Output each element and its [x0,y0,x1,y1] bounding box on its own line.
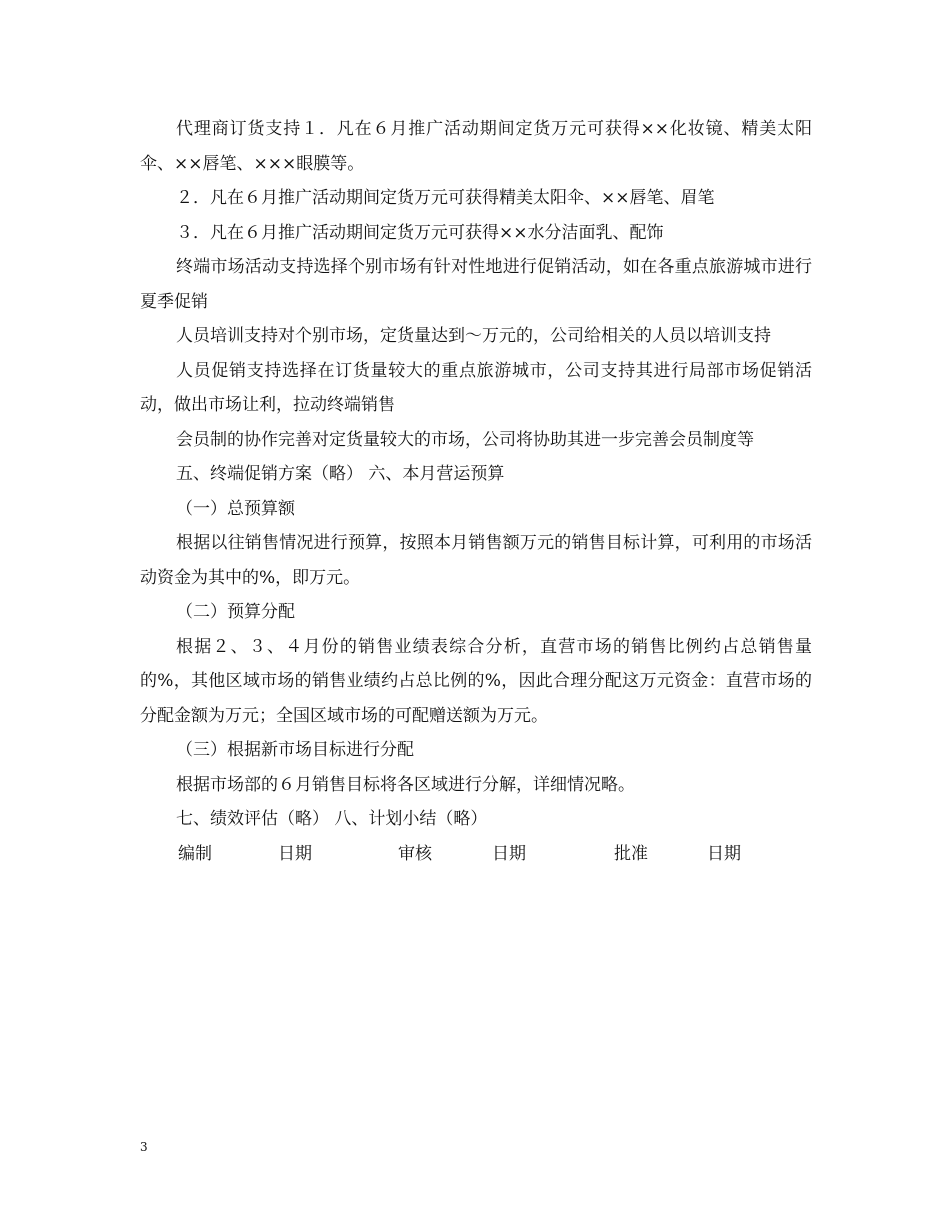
page-number: 3 [140,1140,148,1154]
paragraph-agent-order-support: 代理商订货支持１．凡在６月推广活动期间定货万元可获得××化妆镜、精美太阳伞、××唇笔、×××眼膜等。 [140,119,812,174]
paragraph-terminal-market-support: 终端市场活动支持选择个别市场有针对性地进行促销活动，如在各重点旅游城市进行夏季促销 [140,257,812,312]
signature-compile-label: 编制 [178,843,212,864]
paragraph-order-tier-2: ２．凡在６月推广活动期间定货万元可获得精美太阳伞、××唇笔、眉笔 [176,188,715,208]
signature-row [140,837,812,872]
subheading-new-market-allocation: （三）根据新市场目标进行分配 [176,740,414,760]
signature-approve-date-label: 日期 [707,843,741,864]
paragraph-staff-training-support: 人员培训支持对个别市场，定货量达到～万元的，公司给相关的人员以培训支持 [176,326,771,346]
paragraph-regional-breakdown: 根据市场部的６月销售目标将各区域进行分解，详细情况略。 [176,774,635,795]
signature-review-label: 审核 [398,843,432,864]
paragraph-staff-promotion-support: 人员促销支持选择在订货量较大的重点旅游城市，公司支持其进行局部市场促销活动，做出市场让利，拉动终端销售 [140,360,812,415]
paragraph-budget-calculation: 根据以往销售情况进行预算，按照本月销售额万元的销售目标计算，可利用的市场活动资金为其中的%，即万元。 [140,533,812,588]
section-heading-seven-eight: 七、绩效评估（略） 八、计划小结（略） [176,809,488,829]
subheading-budget-allocation: （二）预算分配 [176,602,295,622]
signature-review-date-label: 日期 [492,843,526,864]
document-body [140,112,812,871]
subheading-total-budget: （一）总预算额 [176,498,295,519]
section-heading-five-six: 五、终端促销方案（略） 六、本月营运预算 [176,464,505,484]
paragraph-allocation-analysis: 根据２、３、４月份的销售业绩表综合分析，直营市场的销售比例约占总销售量的%，其他区域市场的销售业绩约占总比例的%，因此合理分配这万元资金：直营市场的分配金额为万元；全国区域市场的可配赠送额为万元。 [140,636,812,726]
signature-compile-date-label: 日期 [278,843,312,864]
paragraph-order-tier-3: ３．凡在６月推广活动期间定货万元可获得××水分洁面乳、配饰 [176,222,664,243]
paragraph-membership-support: 会员制的协作完善对定货量较大的市场，公司将协助其进一步完善会员制度等 [176,429,754,450]
signature-approve-label: 批准 [614,843,648,864]
